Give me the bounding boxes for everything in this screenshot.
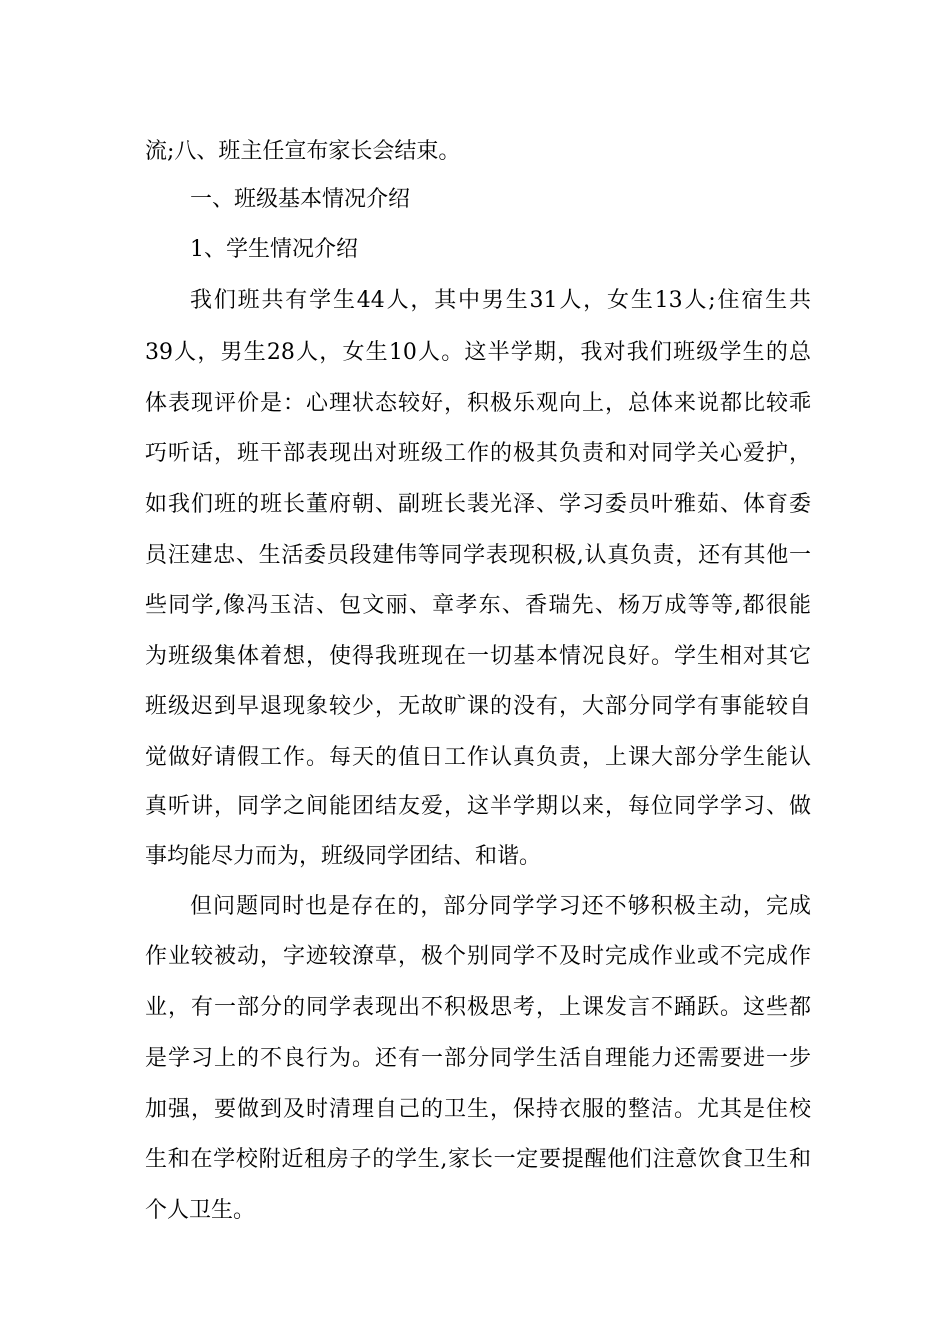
paragraph-line: 员汪建忠、生活委员段建伟等同学表现积极,认真负责，还有其他一 — [145, 543, 811, 568]
paragraph-line: 班级迟到早退现象较少，无故旷课的没有，大部分同学有事能较自 — [145, 694, 811, 719]
paragraph-line: 加强，要做到及时清理自己的卫生，保持衣服的整洁。尤其是住校 — [145, 1097, 811, 1122]
paragraph-line: 巧听话，班干部表现出对班级工作的极其负责和对同学关心爱护， — [145, 441, 811, 466]
paragraph-line: 个人卫生。 — [145, 1198, 256, 1223]
paragraph-line: 觉做好请假工作。每天的值日工作认真负责，上课大部分学生能认 — [145, 745, 811, 770]
section-heading: 一、班级基本情况介绍 — [190, 187, 411, 212]
paragraph-line: 体表现评价是：心理状态较好，积极乐观向上，总体来说都比较乖 — [145, 391, 811, 416]
paragraph-line: 39人，男生28人，女生10人。这半学期，我对我们班级学生的总 — [145, 340, 811, 365]
paragraph-line: 为班级集体着想，使得我班现在一切基本情况良好。学生相对其它 — [145, 644, 811, 669]
subsection-heading: 1、学生情况介绍 — [190, 237, 358, 262]
paragraph-line: 事均能尽力而为，班级同学团结、和谐。 — [145, 844, 542, 869]
paragraph-line: 我们班共有学生44人，其中男生31人，女生13人;住宿生共 — [190, 288, 811, 313]
paragraph-line: 但问题同时也是存在的，部分同学学习还不够积极主动，完成 — [190, 894, 811, 919]
paragraph-line: 是学习上的不良行为。还有一部分同学生活自理能力还需要进一步 — [145, 1046, 811, 1071]
paragraph-line: 如我们班的班长董府朝、副班长裴光泽、学习委员叶雅茹、体育委 — [145, 492, 811, 517]
paragraph-line: 些同学,像冯玉洁、包文丽、章孝东、香瑞先、杨万成等等,都很能 — [145, 593, 811, 618]
paragraph-line: 生和在学校附近租房子的学生,家长一定要提醒他们注意饮食卫生和 — [145, 1147, 811, 1172]
paragraph-line: 作业较被动，字迹较潦草，极个别同学不及时完成作业或不完成作 — [145, 944, 811, 969]
paragraph-line: 业，有一部分的同学表现出不积极思考，上课发言不踊跃。这些都 — [145, 995, 811, 1020]
text-line: 流;八、班主任宣布家长会结束。 — [145, 139, 461, 164]
paragraph-line: 真听讲，同学之间能团结友爱，这半学期以来，每位同学学习、做 — [145, 794, 811, 819]
